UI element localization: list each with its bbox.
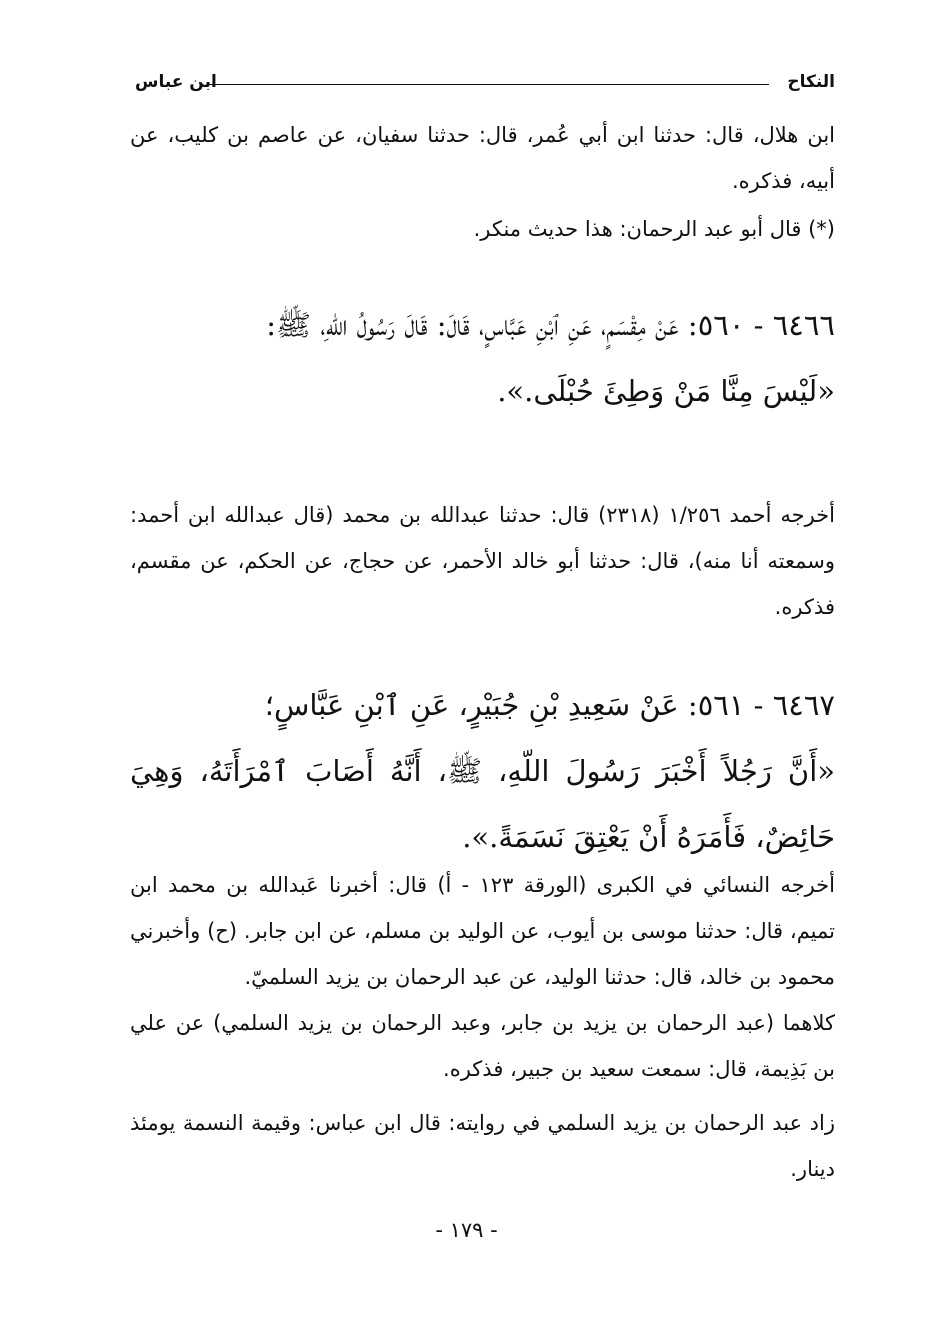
chapter-title: النكاح (787, 72, 835, 92)
footnote-munkar (130, 206, 835, 252)
running-header (135, 70, 835, 100)
both-text: كلاهما (عبد الرحمان بن يزيد بن جابر، وعبد الرحمان بن يزيد السلمي) عن علي بن بَذِيمة، قال: سمعت سعيد بن جبير، فذكره. (130, 1011, 835, 1081)
hadith-matn: «أَنَّ رَجُلاً أَخْبَرَ رَسُولَ اللّهِ، ﷺ، أَنَّهُ أَصَابَ ٱمْرَأَتَهُ، وَهِيَ حَائِضٌ، فَأَمَرَهُ أَنْ يَعْتِقَ نَسَمَةً.». (130, 754, 835, 854)
takhrij-6467 (130, 862, 835, 1000)
hadith-isnad: ٦٤٦٧ - ٥٦١: عَنْ سَعِيدِ بْنِ جُبَيْرٍ، عَنِ ٱبْنِ عَبَّاسٍ؛ (264, 688, 835, 722)
both-narrators (130, 1000, 835, 1092)
hadith-isnad: ٦٤٦٦ - ٥٦٠: عَنْ مِقْسَمٍ، عَنِ ٱبْنِ عَبَّاسٍ، قَالَ: قَالَ رَسُولُ اللّهِ، ﷺ: (266, 308, 835, 342)
section-title: ابن عباس (135, 72, 217, 92)
hadith-6466 (130, 292, 835, 424)
hadith-6467 (130, 672, 835, 870)
footnote-text: (*) قال أبو عبد الرحمان: هذا حديث منكر. (473, 217, 835, 241)
page-number: - ١٧٩ - (435, 1218, 498, 1242)
extra-text: زاد عبد الرحمان بن يزيد السلمي في روايته: قال ابن عباس: وقيمة النسمة يومئذ دينار. (130, 1111, 835, 1181)
paragraph-continuation (130, 112, 835, 204)
takhrij-6466 (130, 492, 835, 630)
header-rule (207, 84, 769, 85)
paragraph-text: ابن هلال، قال: حدثنا ابن أبي عُمر، قال: حدثنا سفيان، عن عاصم بن كليب، عن أبيه، فذكره. (130, 123, 835, 193)
hadith-matn: «لَيْسَ مِنَّا مَنْ وَطِئَ حُبْلَى.». (497, 374, 835, 408)
takhrij-text: أخرجه النسائي في الكبرى (الورقة ١٢٣ - أ) قال: أخبرنا عَبدالله بن محمد ابن تميم، قال: حدثنا موسى بن أيوب، عن الوليد بن مسلم، عن ابن جابر. (ح) وأخبرني محمود بن خالد، قال: حدثنا الوليد، عن عبد الرحمان بن يزيد السلميّ. (130, 873, 835, 989)
extra-narration (130, 1100, 835, 1192)
takhrij-text: أخرجه أحمد ١/٢٥٦ (٢٣١٨) قال: حدثنا عبدالله بن محمد (قال عبدالله ابن أحمد: وسمعته أنا منه)، قال: حدثنا أبو خالد الأحمر، عن حجاج، عن الحكم، عن مقسم، فذكره. (130, 503, 835, 619)
